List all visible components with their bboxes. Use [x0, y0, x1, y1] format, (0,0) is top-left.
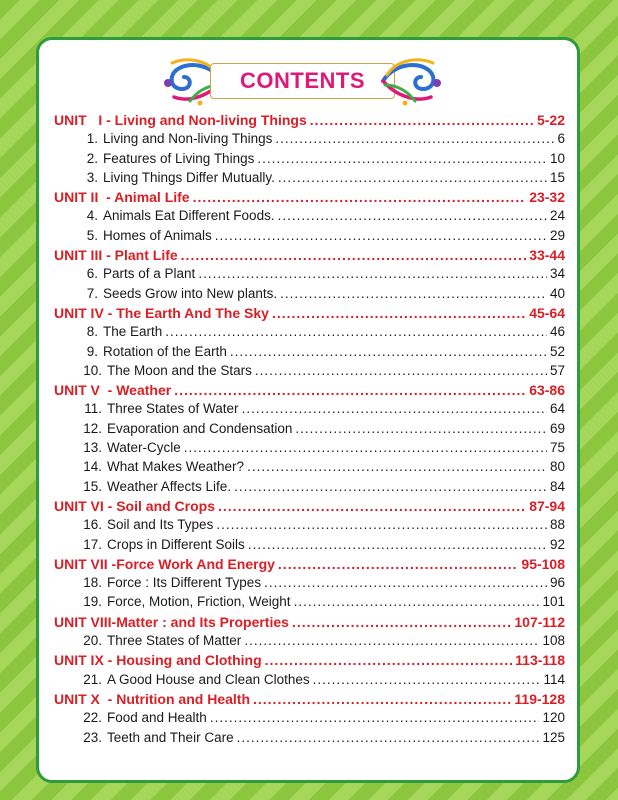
- page-number: 120: [542, 710, 565, 726]
- chapter-number: 18.: [83, 575, 102, 591]
- unit-row: [54, 556, 565, 575]
- dot-leader: [255, 363, 547, 378]
- chapter-number: 3.: [86, 169, 98, 185]
- dot-leader: [237, 730, 540, 745]
- unit-row: [54, 498, 565, 517]
- page-number: 40: [549, 285, 565, 301]
- chapter-row: [54, 228, 565, 247]
- chapter-row: [54, 344, 565, 363]
- dot-leader: [215, 228, 547, 243]
- chapter-row: [54, 710, 565, 729]
- chapter-title: Animals Eat Different Foods.: [103, 208, 275, 224]
- page-number: 5-22: [536, 112, 565, 128]
- table-of-contents: [54, 112, 565, 749]
- dot-leader: [313, 672, 541, 687]
- chapter-title: Crops in Different Soils: [107, 536, 245, 552]
- chapter-title: Rotation of the Earth: [103, 343, 227, 359]
- unit-title: UNIT I - Living and Non-living Things: [54, 112, 307, 128]
- unit-title: UNIT X - Nutrition and Health: [54, 690, 250, 707]
- unit-row: [54, 189, 565, 208]
- page-number: 87-94: [529, 497, 565, 514]
- chapter-number: 13.: [83, 440, 102, 456]
- chapter-number: 10.: [83, 362, 102, 378]
- chapter-row: [54, 286, 565, 305]
- page-number: 45-64: [529, 304, 565, 321]
- chapter-title: Food and Health: [107, 710, 207, 726]
- chapter-title: Living and Non-living Things: [103, 131, 273, 147]
- unit-row: [54, 112, 565, 131]
- chapter-row: [54, 594, 565, 613]
- dot-leader: [181, 247, 527, 263]
- chapter-title: The Moon and the Stars: [107, 362, 252, 378]
- title-banner: [160, 55, 445, 107]
- chapter-row: [54, 324, 565, 343]
- page-number: 125: [542, 729, 565, 745]
- page-number: 88: [549, 517, 565, 533]
- dot-leader: [198, 266, 547, 281]
- dot-leader: [280, 286, 547, 301]
- chapter-title: Force : Its Different Types: [107, 575, 262, 591]
- chapter-title: Three States of Water: [107, 401, 239, 417]
- dot-leader: [234, 479, 547, 494]
- dot-leader: [253, 691, 511, 707]
- swirl-ornament-right-icon: [375, 55, 445, 107]
- chapter-number: 19.: [83, 594, 102, 610]
- unit-title: UNIT VIII-Matter : and Its Properties: [54, 613, 289, 630]
- dot-leader: [295, 421, 547, 436]
- chapter-number: 22.: [83, 710, 102, 726]
- chapter-row: [54, 401, 565, 420]
- unit-row: [54, 247, 565, 266]
- page-number: 64: [549, 401, 565, 417]
- page-number: 75: [549, 440, 565, 456]
- page-number: 101: [542, 594, 565, 610]
- dot-leader: [294, 594, 540, 609]
- dot-leader: [216, 517, 547, 532]
- chapter-number: 21.: [83, 671, 102, 687]
- chapter-row: [54, 170, 565, 189]
- page-number: 96: [549, 575, 565, 591]
- unit-title: UNIT VI - Soil and Crops: [54, 497, 216, 514]
- chapter-number: 12.: [83, 420, 102, 436]
- page-number: 84: [549, 478, 565, 494]
- dot-leader: [174, 382, 526, 398]
- page-number: 92: [549, 536, 565, 552]
- chapter-row: [54, 517, 565, 536]
- page-number: 34: [549, 266, 565, 282]
- chapter-row: [54, 266, 565, 285]
- chapter-row: [54, 440, 565, 459]
- chapter-row: [54, 363, 565, 382]
- dot-leader: [247, 459, 547, 474]
- chapter-title: What Makes Weather?: [107, 459, 245, 475]
- dot-leader: [242, 401, 547, 416]
- dot-leader: [244, 633, 539, 648]
- page-title: CONTENTS: [240, 68, 365, 93]
- chapter-title: Homes of Animals: [103, 227, 212, 243]
- chapter-title: Evaporation and Condensation: [107, 420, 293, 436]
- chapter-title: Teeth and Their Care: [107, 729, 234, 745]
- dot-leader: [184, 440, 547, 455]
- page-number: 33-44: [529, 247, 565, 264]
- page-number: 6: [557, 131, 565, 147]
- chapter-number: 5.: [86, 227, 98, 243]
- chapter-number: 16.: [83, 517, 102, 533]
- dot-leader: [218, 498, 526, 514]
- chapter-row: [54, 459, 565, 478]
- dot-leader: [165, 324, 547, 339]
- page-number: 107-112: [514, 613, 565, 630]
- chapter-title: Three States of Matter: [107, 633, 242, 649]
- page-number: 80: [549, 459, 565, 475]
- unit-row: [54, 652, 565, 671]
- page-number: 52: [549, 343, 565, 359]
- chapter-number: 14.: [83, 459, 102, 475]
- page-number: 15: [549, 169, 565, 185]
- chapter-number: 4.: [86, 208, 98, 224]
- chapter-number: 11.: [84, 401, 102, 417]
- page-number: 63-86: [529, 382, 565, 399]
- page-number: 95-108: [521, 555, 565, 572]
- dot-leader: [278, 556, 518, 572]
- chapter-row: [54, 730, 565, 749]
- chapter-title: Seeds Grow into New plants.: [103, 285, 278, 301]
- chapter-number: 17.: [83, 536, 102, 552]
- chapter-number: 23.: [83, 729, 102, 745]
- dot-leader: [278, 208, 547, 223]
- chapter-title: A Good House and Clean Clothes: [107, 671, 310, 687]
- page-number: 119-128: [514, 690, 565, 707]
- page-number: 57: [549, 362, 565, 378]
- page-number: 114: [543, 671, 565, 687]
- chapter-title: Water-Cycle: [107, 440, 181, 456]
- chapter-number: 2.: [86, 150, 98, 166]
- dot-leader: [275, 131, 554, 146]
- unit-row: [54, 382, 565, 401]
- chapter-row: [54, 479, 565, 498]
- page-number: 24: [549, 208, 565, 224]
- page-number: 113-118: [515, 652, 565, 669]
- chapter-number: 6.: [86, 266, 98, 282]
- title-box: [210, 63, 395, 99]
- unit-title: UNIT V - Weather: [54, 382, 172, 399]
- chapter-row: [54, 421, 565, 440]
- dot-leader: [257, 151, 547, 166]
- dot-leader: [292, 614, 511, 630]
- chapter-title: Soil and Its Types: [107, 517, 214, 533]
- chapter-row: [54, 633, 565, 652]
- chapter-title: The Earth: [103, 324, 163, 340]
- dot-leader: [193, 189, 527, 205]
- unit-title: UNIT III - Plant Life: [54, 247, 178, 264]
- dot-leader: [272, 305, 526, 321]
- dot-leader: [278, 170, 547, 185]
- page-number: 108: [542, 633, 565, 649]
- chapter-title: Parts of a Plant: [103, 266, 196, 282]
- chapter-number: 20.: [83, 633, 102, 649]
- chapter-row: [54, 151, 565, 170]
- chapter-row: [54, 575, 565, 594]
- unit-row: [54, 305, 565, 324]
- page-number: 10: [549, 150, 565, 166]
- unit-row: [54, 614, 565, 633]
- chapter-number: 15.: [83, 478, 102, 494]
- unit-title: UNIT IV - The Earth And The Sky: [54, 304, 269, 321]
- chapter-title: Living Things Differ Mutually.: [103, 169, 275, 185]
- dot-leader: [248, 537, 547, 552]
- unit-title: UNIT VII -Force Work And Energy: [54, 555, 275, 572]
- unit-row: [54, 691, 565, 710]
- unit-title: UNIT II - Animal Life: [54, 189, 190, 206]
- page-number: 29: [549, 227, 565, 243]
- page-number: 69: [549, 420, 565, 436]
- chapter-row: [54, 672, 565, 691]
- chapter-row: [54, 131, 565, 150]
- chapter-row: [54, 208, 565, 227]
- dot-leader: [310, 112, 534, 128]
- chapter-number: 9.: [86, 343, 98, 359]
- chapter-number: 7.: [86, 285, 98, 301]
- chapter-number: 1.: [86, 131, 98, 147]
- unit-title: UNIT IX - Housing and Clothing: [54, 652, 262, 669]
- chapter-row: [54, 537, 565, 556]
- dot-leader: [230, 344, 547, 359]
- dot-leader: [265, 652, 513, 668]
- chapter-number: 8.: [86, 324, 98, 340]
- dot-leader: [210, 710, 540, 725]
- chapter-title: Force, Motion, Friction, Weight: [107, 594, 291, 610]
- chapter-title: Weather Affects Life.: [107, 478, 232, 494]
- page-number: 23-32: [529, 189, 565, 206]
- dot-leader: [264, 575, 547, 590]
- page-number: 46: [549, 324, 565, 340]
- chapter-title: Features of Living Things: [103, 150, 255, 166]
